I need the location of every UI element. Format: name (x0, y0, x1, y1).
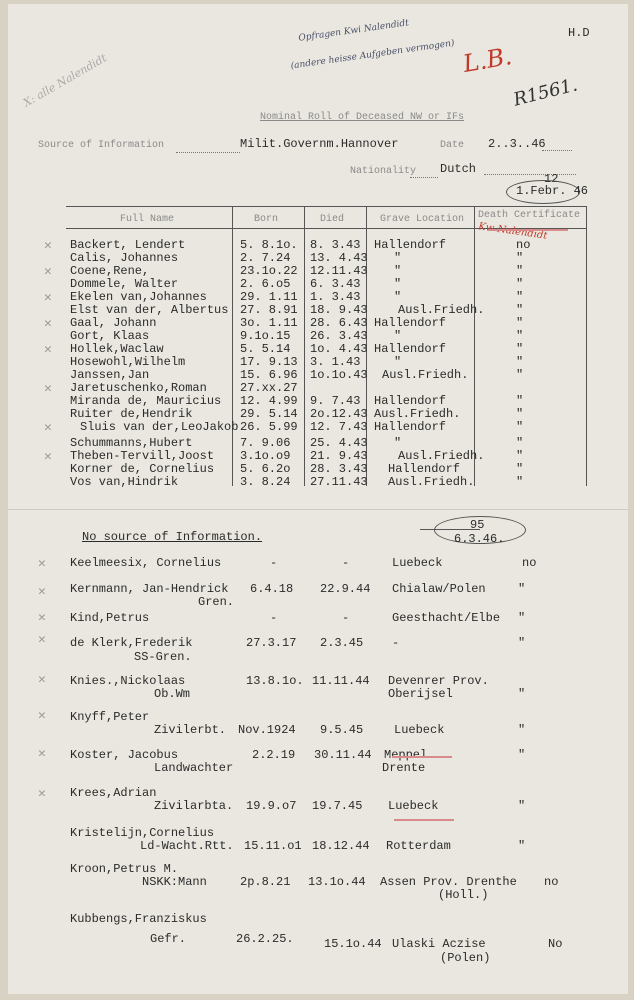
table-row (8, 238, 628, 251)
cert: " (516, 436, 524, 450)
grave: Ausl.Friedh. (374, 407, 461, 421)
name: Dommele, Walter (70, 277, 179, 291)
table-row (8, 368, 628, 381)
died: 1. 3.43 (310, 290, 361, 304)
name: Elst van der, Albertus (70, 303, 229, 317)
cert: " (516, 303, 524, 317)
rank: NSKK:Mann (142, 875, 207, 889)
name: Ruiter de,Hendrik (70, 407, 193, 421)
box-date: 1.Febr. 46 (516, 184, 589, 198)
name: Kernmann, Jan-Hendrick (70, 582, 229, 596)
born: 27. 8.91 (240, 303, 298, 317)
died: 18.12.44 (312, 839, 370, 853)
grave: Geesthacht/Elbe (392, 611, 501, 625)
rank: Gefr. (150, 932, 187, 946)
born: 29. 1.11 (240, 290, 298, 304)
died: 27.11.43 (310, 475, 368, 489)
box-date-2: 6.3.46. (454, 532, 505, 546)
grave: " (394, 251, 402, 265)
cert: " (516, 316, 524, 330)
born: 19.9.o7 (246, 799, 297, 813)
box-number-2: 95 (470, 518, 485, 532)
grave-line-2: (Holl.) (438, 888, 489, 902)
grave: " (394, 290, 402, 304)
name: Kubbengs,Franziskus (70, 912, 207, 926)
born: 23.1o.22 (240, 264, 298, 278)
born: 15. 6.96 (240, 368, 298, 382)
file-reference: R1561. (511, 74, 580, 111)
grave: Meppel (384, 748, 428, 762)
grave-line-2: Drente (382, 761, 426, 775)
grave: " (394, 264, 402, 278)
table-row (8, 290, 628, 303)
grave: " (394, 277, 402, 291)
grave: Ausl.Friedh. (382, 368, 469, 382)
date-value: 2..3..46 (488, 137, 546, 151)
grave: Hallendorf (374, 420, 447, 434)
cert: " (516, 462, 524, 476)
died: 19.7.45 (312, 799, 363, 813)
cert: " (518, 636, 526, 650)
born: 5. 8.1o. (240, 238, 298, 252)
cert: " (518, 611, 526, 625)
cert-note: Kw Nalendidt (477, 221, 548, 242)
table-row (8, 462, 628, 475)
cert: " (518, 839, 526, 853)
name: Krees,Adrian (70, 786, 157, 800)
cert: " (516, 277, 524, 291)
table-row (8, 316, 628, 329)
grave: Ausl.Friedh. (388, 475, 475, 489)
died: 6. 3.43 (310, 277, 361, 291)
nationality-label: Nationality (350, 166, 417, 177)
died: 3. 1.43 (310, 355, 361, 369)
rank: Zivilarbta. (154, 799, 234, 813)
died: - (342, 556, 350, 570)
grave: Devenrer Prov. (388, 674, 489, 688)
died: 12.11.43 (310, 264, 368, 278)
box-number: 12 (544, 172, 559, 186)
died: 9.5.45 (320, 723, 364, 737)
grave: Chialaw/Polen (392, 582, 486, 596)
died: 2.3.45 (320, 636, 364, 650)
rank: Ob.Wm (154, 687, 191, 701)
list-item (8, 611, 628, 631)
born: 6.4.18 (250, 582, 294, 596)
name: Gaal, Johann (70, 316, 157, 330)
born: 27.3.17 (246, 636, 297, 650)
source-value: Milit.Governm.Hannover (240, 137, 399, 151)
died: 12. 7.43 (310, 420, 368, 434)
list-item (8, 674, 628, 704)
table-row (8, 264, 628, 277)
died: 28. 3.43 (310, 462, 368, 476)
born: 9.1o.15 (240, 329, 291, 343)
col-header-born: Born (254, 214, 279, 225)
cert: " (516, 342, 524, 356)
rank: Landwachter (154, 761, 234, 775)
name: Keelmeesix, Cornelius (70, 556, 222, 570)
margin-note: X: alle Nalendidt (21, 51, 109, 110)
grave: Hallendorf (374, 394, 447, 408)
list-item (8, 786, 628, 816)
name: Knyff,Peter (70, 710, 150, 724)
grave: Rotterdam (386, 839, 451, 853)
corner-mark: H.D (568, 26, 590, 40)
born: Nov.1924 (238, 723, 296, 737)
born: 5. 6.2o (240, 462, 291, 476)
name: Hosewohl,Wilhelm (70, 355, 186, 369)
born: 13.8.1o. (246, 674, 304, 688)
grave: Hallendorf (374, 238, 447, 252)
born: 7. 9.06 (240, 436, 291, 450)
cert: " (516, 264, 524, 278)
handwritten-note-1: Opfragen Kwi Nalendidt (297, 18, 410, 44)
name: Coene,Rene, (70, 264, 150, 278)
name: Theben-Tervill,Joost (70, 449, 215, 463)
cert: " (516, 368, 524, 382)
grave: Ulaski Aczise (392, 937, 486, 951)
table-row (8, 355, 628, 368)
name: Ekelen van,Johannes (70, 290, 207, 304)
col-header-cert: Death Certificate (478, 210, 581, 221)
grave: Luebeck (394, 723, 445, 737)
table-row (8, 342, 628, 355)
grave: Ausl.Friedh. (398, 303, 485, 317)
cert: no (544, 875, 559, 889)
table-row (8, 394, 628, 407)
died: 8. 3.43 (310, 238, 361, 252)
document-title: Nominal Roll of Deceased NW or IFs (260, 112, 465, 123)
grave-line-2: (Polen) (440, 951, 491, 965)
rank: Gren. (198, 595, 235, 609)
born: 5. 5.14 (240, 342, 291, 356)
list-item (8, 582, 628, 612)
section-heading: No source of Information. (82, 530, 263, 544)
name: Kristelijn,Cornelius (70, 826, 215, 840)
born: 3.1o.o9 (240, 449, 291, 463)
cert: no (516, 238, 531, 252)
list-item (8, 748, 628, 778)
name: Kroon,Petrus M. (70, 862, 179, 876)
name: de Klerk,Frederik (70, 636, 193, 650)
rank: Zivilerbt. (154, 723, 227, 737)
table-row (8, 407, 628, 420)
col-header-name: Full Name (120, 214, 175, 225)
grave: Luebeck (388, 799, 439, 813)
col-header-grave: Grave Location (380, 214, 465, 225)
died: 13. 4.43 (310, 251, 368, 265)
died: 1o.1o.43 (310, 368, 368, 382)
died: 15.1o.44 (324, 937, 382, 951)
born: 26. 5.99 (240, 420, 298, 434)
name: Schummanns,Hubert (70, 436, 193, 450)
source-label: Source of Information (38, 140, 165, 151)
cert: " (518, 723, 526, 737)
died: 13.1o.44 (308, 875, 366, 889)
grave: Hallendorf (374, 342, 447, 356)
died: 30.11.44 (314, 748, 372, 762)
nationality-value: Dutch (440, 162, 477, 176)
grave: Hallendorf (388, 462, 461, 476)
table-row (8, 303, 628, 316)
name: Calis, Johannes (70, 251, 179, 265)
died: 22.9.44 (320, 582, 371, 596)
died: 25. 4.43 (310, 436, 368, 450)
name: Gort, Klaas (70, 329, 150, 343)
list-item (8, 636, 628, 666)
list-item (8, 912, 628, 965)
cert: " (518, 582, 526, 596)
born: 2. 7.24 (240, 251, 291, 265)
col-header-died: Died (320, 214, 345, 225)
died: 26. 3.43 (310, 329, 368, 343)
died: - (342, 611, 350, 625)
name: Miranda de, Mauricius (70, 394, 222, 408)
rank: SS-Gren. (134, 650, 192, 664)
cert: " (516, 329, 524, 343)
table-row (8, 329, 628, 342)
died: 11.11.44 (312, 674, 370, 688)
born: 2.2.19 (252, 748, 296, 762)
cert: No (548, 937, 563, 951)
table-row (8, 449, 628, 462)
name: Knies.,Nickolaas (70, 674, 186, 688)
died: 28. 6.43 (310, 316, 368, 330)
born: 2. 6.o5 (240, 277, 291, 291)
list-item (8, 826, 628, 856)
born: 12. 4.99 (240, 394, 298, 408)
cert: " (516, 449, 524, 463)
list-item (8, 710, 628, 740)
died: 18. 9.43 (310, 303, 368, 317)
died: 1o. 4.43 (310, 342, 368, 356)
table-row (8, 251, 628, 264)
grave: " (394, 436, 402, 450)
cert: " (518, 748, 526, 762)
cert: " (516, 420, 524, 434)
born: - (270, 611, 278, 625)
name: Hollek,Waclaw (70, 342, 164, 356)
born: 15.11.o1 (244, 839, 302, 853)
born: 27.xx.27 (240, 381, 298, 395)
cert: " (516, 407, 524, 421)
handwritten-note-2: (andere heisse Aufgeben vermogen) (290, 38, 456, 72)
cert: " (516, 475, 524, 489)
name: Kind,Petrus (70, 611, 150, 625)
grave: " (394, 329, 402, 343)
list-item (8, 862, 628, 902)
rank: Ld-Wacht.Rtt. (140, 839, 234, 853)
cert: no (522, 556, 537, 570)
name: Janssen,Jan (70, 368, 150, 382)
born: 2p.8.21 (240, 875, 291, 889)
name: Sluis van der,LeoJakob (80, 420, 239, 434)
cert: " (516, 394, 524, 408)
table-row-struck (8, 381, 628, 394)
grave-line-2: Oberijsel (388, 687, 453, 701)
name: Koster, Jacobus (70, 748, 179, 762)
name: Jaretuschenko,Roman (70, 381, 207, 395)
grave: - (392, 636, 400, 650)
born: - (270, 556, 278, 570)
cert: " (518, 799, 526, 813)
grave: Ausl.Friedh. (398, 449, 485, 463)
table-row (8, 475, 628, 488)
cert: " (516, 290, 524, 304)
name: Korner de, Cornelius (70, 462, 215, 476)
name: Vos van,Hindrik (70, 475, 179, 489)
born: 3o. 1.11 (240, 316, 298, 330)
died: 2o.12.43 (310, 407, 368, 421)
table-row (8, 436, 628, 449)
born: 3. 8.24 (240, 475, 291, 489)
document-page: H.D Opfragen Kwi Nalendidt (andere heisse Aufgeben vermogen) L.B. R1561. X: alle Nalendidt Nominal Roll of Deceased NW or IFs Source of Information Milit.Governm.Hannover Date 2..3..46 Nationality Dutch 12 1.Febr. 46 Full Name Born Died Grave Location Death Certificate Kw Nalendidt Backert, Lendert 5. 8.1o. 8. 3.43 Hallendorf no Calis, Johannes 2. 7.24 13. 4.43 " " Coene,Rene, 23.1o.22 12.11.43 " " Dommele, Walter 2. 6.o5 6. 3.43 " " Ekelen van,Johannes 29. 1.11 1. 3.43 " " Elst van der, Albertus 27. 8.91 18. 9.43 Ausl.Friedh. " Gaal, Johann 3o. 1.11 28. 6.43 Hallendorf " Gort, Klaas 9.1o.15 26. 3.43 " " Hollek,Waclaw 5. 5.14 1o. 4.43 Hallendorf " Hosewohl,Wilhelm 17. 9.13 3. 1.43 " " Janssen,Jan 15. 6.96 1o.1o.43 Ausl.Friedh. " Jaretuschenko,Roman 27.xx.27 Miranda de, Mauricius 12. 4.99 9. 7.43 Hallendorf " Ruiter de,Hendrik 29. 5.14 2o.12.43 Ausl.Friedh. " Sluis van der,LeoJakob 26. 5.99 12. 7.43 Hallendorf " Schummanns,Hubert 7. 9.06 25. 4.43 " " Theben-Tervill,Joost 3.1o.o9 21. 9.43 Ausl.Friedh. " Korner de, Cornelius 5. 6.2o 28. 3.43 Hallendorf " Vos van,Hindrik 3. 8.24 27.11.43 Ausl.Friedh. " ✕ ✕ ✕ ✕ ✕ ✕ ✕ ✕ No source of Information. 95 6.3.46. Keelmeesix, Cornelius - - Luebeck no Kernmann, Jan-Hendrick Gren. 6.4.18 22.9.44 Chialaw/Polen " Kind,Petrus - - Geesthacht/Elbe " de Klerk,Frederik SS-Gren. 27.3.17 2.3.45 - " Knies.,Nickolaas Ob.Wm 13.8.1o. 11.11.44 Devenrer Prov. Oberijsel " Knyff,Peter Zivilerbt. Nov.1924 9.5.45 Luebeck " Koster, Jacobus Landwachter 2.2.19 30.11.44 Meppel Drente " Krees,Adrian Zivilarbta. 19.9.o7 19.7.45 Luebeck " Kristelijn,Cornelius Ld-Wacht.Rtt. 15.11.o1 18.12.44 Rotterdam " Kroon,Petrus M. NSKK:Mann 2p.8.21 13.1o.44 Assen Prov. Drenthe (Holl.) no Kubbengs,Franziskus Gefr. 26.2.25. 15.1o.44 Ulaski Aczise (Polen) No ✕ ✕ ✕ ✕ ✕ ✕ ✕ ✕ (8, 4, 628, 994)
died: 9. 7.43 (310, 394, 361, 408)
grave: Luebeck (392, 556, 443, 570)
cert: " (518, 687, 526, 701)
red-reference: L.B. (460, 41, 514, 79)
grave: " (394, 355, 402, 369)
grave: Hallendorf (374, 316, 447, 330)
table-row (8, 420, 628, 433)
died: 21. 9.43 (310, 449, 368, 463)
cert: " (516, 355, 524, 369)
date-label: Date (440, 140, 465, 151)
born: 26.2.25. (236, 932, 294, 946)
born: 29. 5.14 (240, 407, 298, 421)
born: 17. 9.13 (240, 355, 298, 369)
name: Backert, Lendert (70, 238, 186, 252)
cert: " (516, 251, 524, 265)
table-row (8, 277, 628, 290)
grave: Assen Prov. Drenthe (380, 875, 517, 889)
